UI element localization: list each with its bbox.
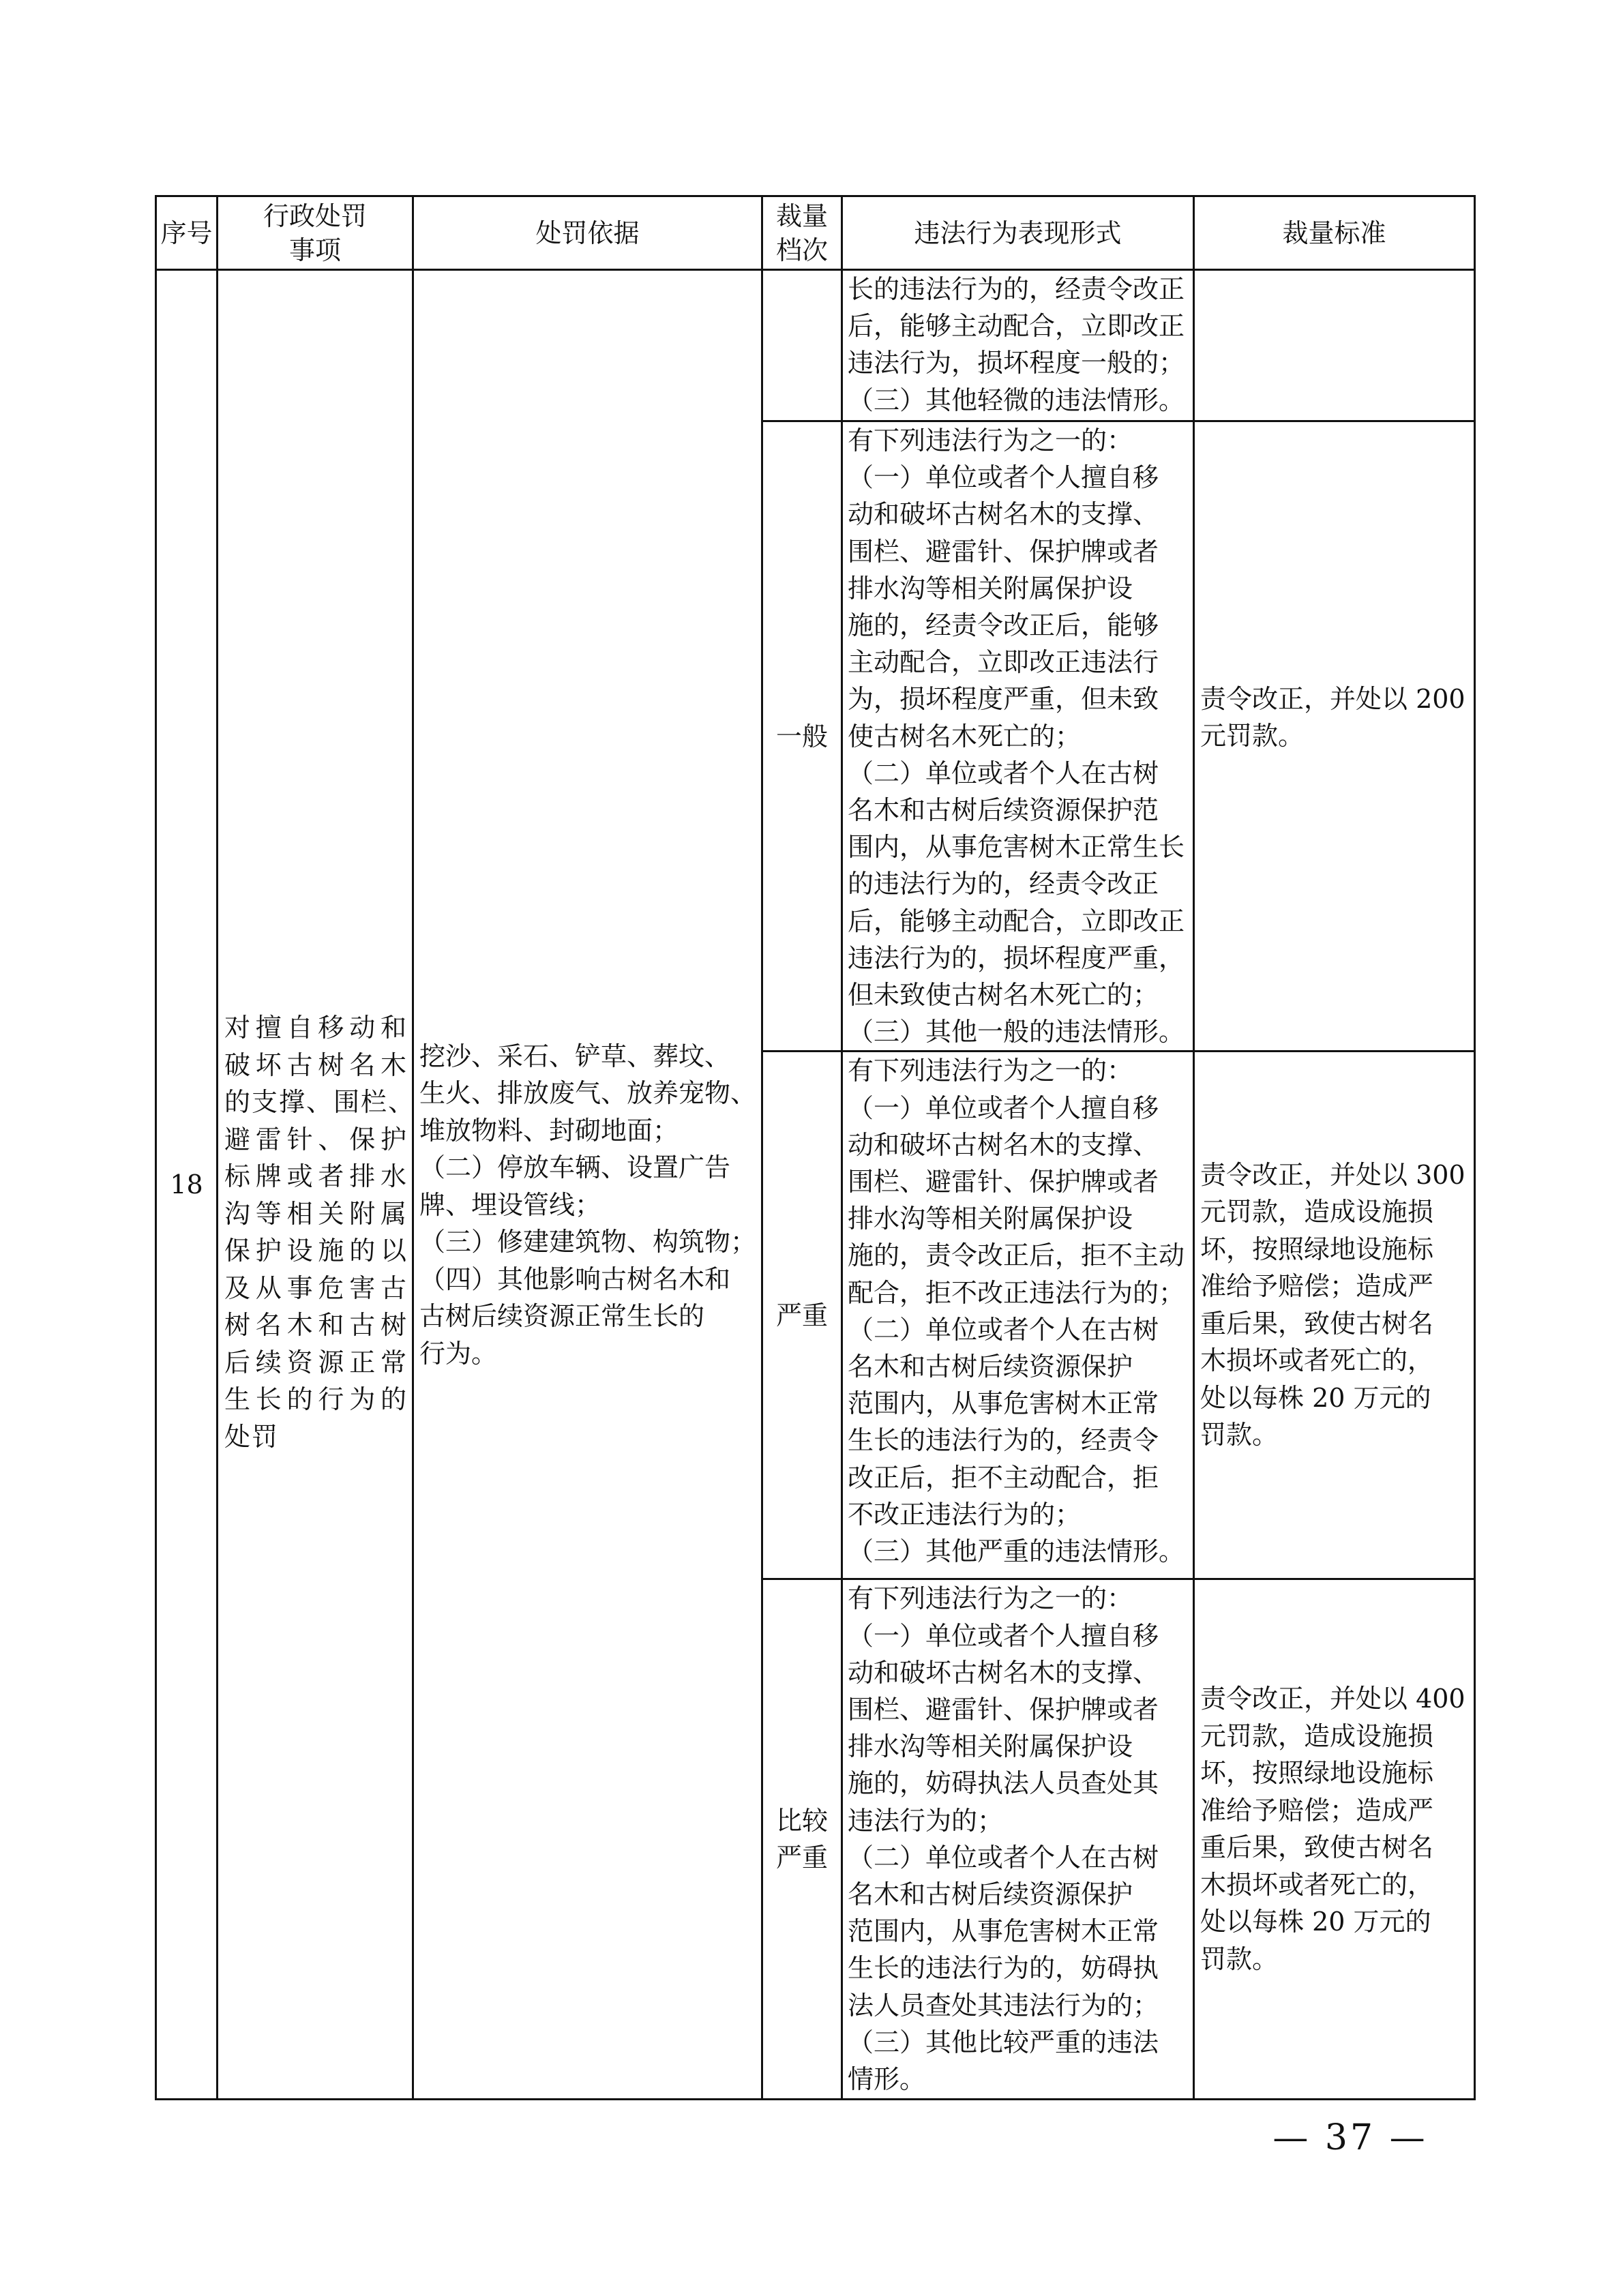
text-line: （三）其他严重的违法情形。 bbox=[848, 1536, 1185, 1567]
form-cell bbox=[842, 1579, 1194, 2100]
text-line: （二）单位或者个人在古树 bbox=[848, 1842, 1159, 1873]
text-line: 避雷针、保护 bbox=[224, 1124, 408, 1154]
header-standard bbox=[1194, 196, 1475, 270]
text-line: 重后果，致使古树名 bbox=[1200, 1308, 1434, 1339]
text-line: 木损坏或者死亡的， bbox=[1200, 1345, 1434, 1376]
text-line: 动和破坏古树名木的支撑、 bbox=[848, 1657, 1159, 1688]
standard-text bbox=[1195, 1157, 1474, 1454]
text-line: 围内，从事危害树木正常生长 bbox=[848, 832, 1185, 863]
text-line: 违法行为表现形式 bbox=[914, 218, 1122, 248]
text-line: 标牌或者排水 bbox=[224, 1161, 408, 1192]
text-line: （一）单位或者个人擅自移 bbox=[848, 1092, 1159, 1123]
form-text bbox=[843, 422, 1193, 1050]
text-line: 及从事危害古 bbox=[224, 1272, 408, 1303]
text-line: 违法行为的，损坏程度严重， bbox=[848, 942, 1185, 973]
text-line: 裁量 bbox=[775, 200, 828, 231]
item-cell bbox=[218, 270, 416, 2100]
text-line: 名木和古树后续资源保护范 bbox=[848, 795, 1159, 826]
text-line: 生长的违法行为的，妨碍执 bbox=[848, 1953, 1159, 1984]
text-line: 比较 bbox=[775, 1806, 828, 1836]
text-line: 古树后续资源正常生长的 bbox=[419, 1301, 705, 1332]
form-text bbox=[843, 1052, 1193, 1570]
text-line: 责令改正，并处以 400 bbox=[1200, 1684, 1465, 1714]
text-line: 动和破坏古树名木的支撑、 bbox=[848, 1129, 1159, 1160]
text-line: 罚款。 bbox=[1200, 1420, 1279, 1450]
text-line: 处罚 bbox=[224, 1421, 280, 1452]
text-line: 名木和古树后续资源保护 bbox=[848, 1879, 1133, 1910]
text-line: 围栏、避雷针、保护牌或者 bbox=[848, 1167, 1159, 1197]
page-number: — 37 — bbox=[1272, 2117, 1428, 2158]
header-seq bbox=[156, 196, 218, 270]
item-text bbox=[218, 914, 416, 1455]
text-line: 元罚款。 bbox=[1200, 721, 1305, 751]
standard-cell bbox=[1194, 270, 1475, 421]
text-line: 施的，经责令改正后，能够 bbox=[848, 610, 1159, 641]
text-line: 生长的违法行为的，经责令 bbox=[848, 1425, 1159, 1456]
level-text bbox=[763, 718, 841, 755]
text-line: 沟等相关附属 bbox=[224, 1198, 408, 1229]
text-line: 处罚依据 bbox=[535, 218, 640, 248]
text-line: （三）其他比较严重的违法 bbox=[848, 2027, 1159, 2057]
text-line: 行为。 bbox=[419, 1338, 498, 1369]
basis-text bbox=[414, 997, 761, 1373]
text-line: 情形。 bbox=[848, 2064, 926, 2095]
text-line: 元罚款，造成设施损 bbox=[1200, 1720, 1434, 1751]
text-line: 准给予赔偿；造成严 bbox=[1200, 1795, 1434, 1825]
header-item-text bbox=[218, 199, 412, 267]
text-line: 名木和古树后续资源保护 bbox=[848, 1352, 1133, 1382]
text-line: 牌、埋设管线； bbox=[419, 1189, 601, 1220]
text-line: 一般 bbox=[775, 721, 828, 751]
text-line: 动和破坏古树名木的支撑、 bbox=[848, 499, 1159, 530]
level-text bbox=[763, 1802, 841, 1876]
text-line: 挖沙、采石、铲草、葬坟、 bbox=[419, 1041, 731, 1071]
text-line: 后，能够主动配合，立即改正 bbox=[848, 906, 1185, 936]
level-text bbox=[763, 1297, 841, 1334]
text-line: 不改正违法行为的； bbox=[848, 1499, 1082, 1530]
text-line: 长的违法行为的，经责令改正 bbox=[848, 274, 1185, 304]
text-line: 档次 bbox=[775, 235, 828, 265]
text-line: （一）单位或者个人擅自移 bbox=[848, 462, 1159, 493]
form-text bbox=[843, 1580, 1193, 2098]
text-line: 排水沟等相关附属保护设 bbox=[848, 1204, 1133, 1234]
text-line: 法人员查处其违法行为的； bbox=[848, 1990, 1159, 2021]
text-line: 元罚款，造成设施损 bbox=[1200, 1197, 1434, 1227]
text-line: 范围内，从事危害树木正常 bbox=[848, 1916, 1159, 1947]
text-line: 堆放物料、封砌地面； bbox=[419, 1115, 679, 1146]
level-cell bbox=[762, 1579, 842, 2100]
header-basis-text bbox=[414, 216, 761, 250]
text-line: 配合，拒不改正违法行为的； bbox=[848, 1277, 1185, 1308]
text-line: 处以每株 20 万元的 bbox=[1200, 1382, 1431, 1413]
text-line: 行政处罚 bbox=[263, 200, 367, 231]
text-line: 的违法行为的，经责令改正 bbox=[848, 869, 1159, 899]
text-line: 处以每株 20 万元的 bbox=[1200, 1907, 1431, 1937]
text-line: 责令改正，并处以 200 bbox=[1200, 683, 1465, 714]
text-line: 施的，妨碍执法人员查处其 bbox=[848, 1768, 1159, 1799]
text-line: 有下列违法行为之一的： bbox=[848, 1056, 1133, 1086]
text-line: 围栏、避雷针、保护牌或者 bbox=[848, 1695, 1159, 1725]
text-line: （四）其他影响古树名木和 bbox=[419, 1264, 731, 1294]
standard-text bbox=[1195, 1680, 1474, 1978]
text-line: 生火、排放废气、放养宠物、 bbox=[419, 1078, 757, 1109]
table-header-row bbox=[156, 196, 1475, 270]
standard-cell bbox=[1194, 1579, 1475, 2100]
table-row bbox=[156, 270, 1475, 421]
header-form-text bbox=[843, 216, 1193, 250]
text-line: 破坏古树名木 bbox=[224, 1049, 408, 1080]
header-level bbox=[762, 196, 842, 270]
text-line: 围栏、避雷针、保护牌或者 bbox=[848, 536, 1159, 567]
text-line: 责令改正，并处以 300 bbox=[1200, 1159, 1465, 1190]
text-line: 为，损坏程度严重，但未致 bbox=[848, 684, 1159, 715]
text-line: 主动配合，立即改正违法行 bbox=[848, 647, 1159, 678]
level-cell bbox=[762, 1052, 842, 1579]
text-line: 排水沟等相关附属保护设 bbox=[848, 1731, 1133, 1762]
text-line: 的支撑、围栏、 bbox=[224, 1087, 416, 1118]
text-line: 使古树名木死亡的； bbox=[848, 721, 1082, 751]
text-line: （二）停放车辆、设置广告 bbox=[419, 1152, 731, 1183]
form-text bbox=[843, 271, 1193, 419]
text-line: 改正后，拒不主动配合，拒 bbox=[848, 1462, 1159, 1493]
text-line: 生长的行为的 bbox=[224, 1384, 408, 1415]
seq-number: 18 bbox=[170, 1169, 203, 1200]
text-line: 对擅自移动和 bbox=[224, 1013, 408, 1043]
penalty-table bbox=[155, 195, 1476, 2100]
text-line: 树名木和古树 bbox=[224, 1310, 408, 1341]
text-line: 但未致使古树名木死亡的； bbox=[848, 980, 1159, 1011]
text-line: 违法行为的； bbox=[848, 1805, 1004, 1836]
text-line: 施的，责令改正后，拒不主动 bbox=[848, 1240, 1185, 1271]
text-line: （二）单位或者个人在古树 bbox=[848, 1314, 1159, 1345]
header-level-text bbox=[763, 199, 841, 267]
header-standard-text bbox=[1195, 216, 1474, 250]
text-line: 有下列违法行为之一的： bbox=[848, 1583, 1133, 1614]
text-line: （一）单位或者个人擅自移 bbox=[848, 1620, 1159, 1651]
form-cell bbox=[842, 421, 1194, 1052]
text-line: 事项 bbox=[288, 235, 341, 265]
text-line: 坏，按照绿地设施标 bbox=[1200, 1758, 1434, 1789]
text-line: 范围内，从事危害树木正常 bbox=[848, 1388, 1159, 1419]
text-line: （二）单位或者个人在古树 bbox=[848, 758, 1159, 788]
text-line: 后，能够主动配合，立即改正 bbox=[848, 311, 1185, 342]
text-line: 裁量标准 bbox=[1282, 218, 1386, 248]
text-line: 木损坏或者死亡的， bbox=[1200, 1869, 1434, 1900]
text-line: 违法行为，损坏程度一般的； bbox=[848, 348, 1185, 378]
standard-cell bbox=[1194, 421, 1475, 1052]
text-line: 后续资源正常 bbox=[224, 1347, 408, 1377]
text-line: （三）修建建筑物、构筑物； bbox=[419, 1227, 757, 1257]
text-line: 严重 bbox=[775, 1300, 828, 1330]
text-line: 重后果，致使古树名 bbox=[1200, 1832, 1434, 1863]
standard-cell bbox=[1194, 1052, 1475, 1579]
text-line: 序号 bbox=[160, 218, 213, 248]
header-form bbox=[842, 196, 1194, 270]
text-line: 严重 bbox=[775, 1843, 828, 1873]
seq-cell bbox=[156, 270, 218, 2100]
level-cell bbox=[762, 421, 842, 1052]
text-line: 罚款。 bbox=[1200, 1943, 1279, 1974]
level-cell bbox=[762, 270, 842, 421]
header-seq-text bbox=[157, 216, 216, 250]
text-line: 准给予赔偿；造成严 bbox=[1200, 1271, 1434, 1302]
text-line: （三）其他轻微的违法情形。 bbox=[848, 385, 1185, 415]
header-item bbox=[218, 196, 413, 270]
text-line: 坏，按照绿地设施标 bbox=[1200, 1234, 1434, 1264]
text-line: 有下列违法行为之一的： bbox=[848, 426, 1133, 456]
text-line: 保护设施的以 bbox=[224, 1236, 408, 1266]
form-cell bbox=[842, 270, 1194, 421]
text-line: （三）其他一般的违法情形。 bbox=[848, 1017, 1185, 1047]
text-line: 排水沟等相关附属保护设 bbox=[848, 573, 1133, 603]
form-cell bbox=[842, 1052, 1194, 1579]
standard-text bbox=[1195, 681, 1474, 755]
basis-cell bbox=[413, 270, 762, 2100]
header-basis bbox=[413, 196, 762, 270]
